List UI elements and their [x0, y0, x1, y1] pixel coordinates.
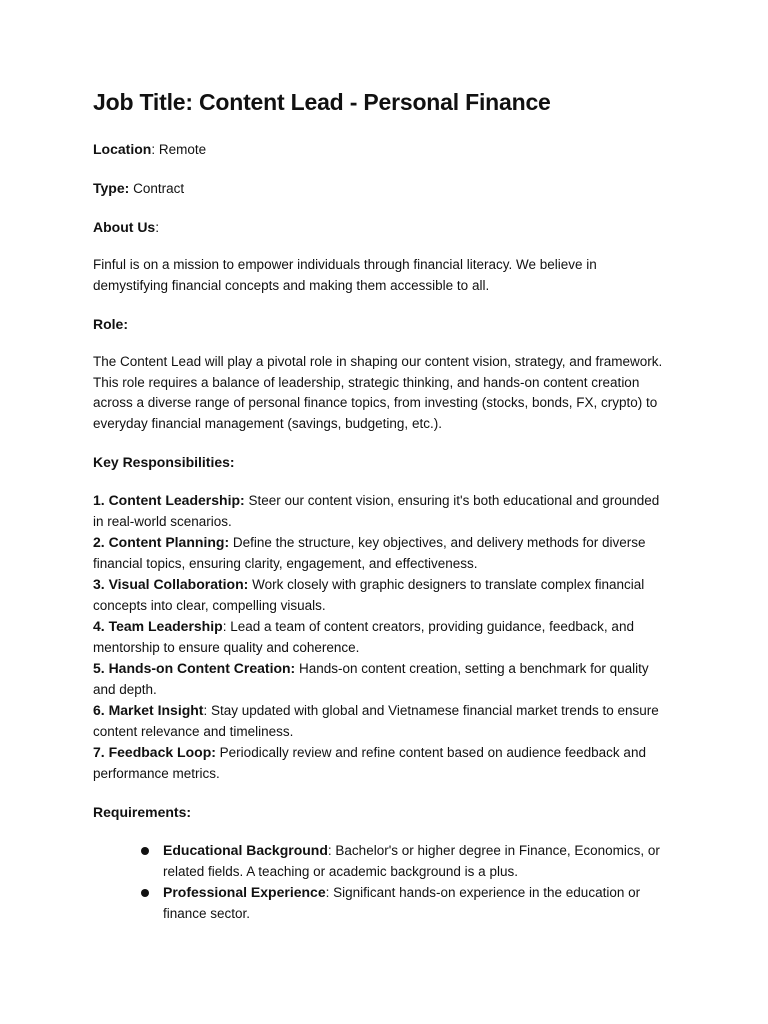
responsibility-item: [93, 574, 668, 616]
requirements-list: [93, 840, 668, 924]
location-value: : Remote: [151, 142, 207, 157]
responsibilities-heading: Key Responsibilities:: [93, 454, 235, 470]
responsibility-label: 1. Content Leadership:: [93, 492, 245, 508]
responsibilities-list: [93, 490, 668, 784]
responsibility-label: 6. Market Insight: [93, 702, 204, 718]
responsibility-item: [93, 616, 668, 658]
requirement-label: Professional Experience: [163, 884, 326, 900]
responsibility-text: : Stay updated with global and Vietnamese financial market trends to ensure content relevance and timeliness.: [93, 703, 659, 739]
location-label: Location: [93, 141, 152, 157]
responsibility-text: Hands-on content creation, setting a benchmark for quality and depth.: [93, 661, 649, 697]
requirement-text: : Significant hands-on experience in the education or finance sector.: [163, 885, 641, 921]
bullet-icon: [141, 889, 149, 897]
requirement-label: Educational Background: [163, 842, 328, 858]
about-heading-suffix: :: [155, 219, 160, 235]
role-heading: Role:: [93, 316, 128, 332]
job-title: Job Title: Content Lead - Personal Finance: [93, 89, 551, 115]
responsibility-label: 3. Visual Collaboration:: [93, 576, 249, 592]
type-line: [93, 178, 668, 199]
type-label: Type:: [93, 180, 130, 196]
location-line: [93, 139, 668, 160]
responsibility-text: : Lead a team of content creators, providing guidance, feedback, and mentorship to ensure quality and coherence.: [93, 619, 634, 655]
requirement-item: [163, 882, 668, 924]
about-text: Finful is on a mission to empower individuals through financial literacy. We believe in demystifying financial concepts and making them accessible to all.: [93, 257, 597, 293]
bullet-icon: [141, 847, 149, 855]
responsibility-item: [93, 700, 668, 742]
responsibility-text: Steer our content vision, ensuring it's both educational and grounded in real-world scenarios.: [93, 493, 660, 529]
requirement-text: : Bachelor's or higher degree in Finance, Economics, or related fields. A teaching or academic background is a plus.: [163, 843, 660, 879]
responsibility-label: 2. Content Planning:: [93, 534, 230, 550]
requirement-item: [163, 840, 668, 882]
requirements-heading: Requirements:: [93, 804, 192, 820]
responsibility-text: Work closely with graphic designers to translate complex financial concepts into clear, compelling visuals.: [93, 577, 645, 613]
type-value: Contract: [129, 181, 185, 196]
responsibility-item: [93, 658, 668, 700]
responsibility-text: Define the structure, key objectives, and delivery methods for diverse financial topics, ensuring clarity, engagement, and effectiveness.: [93, 535, 646, 571]
responsibility-item: [93, 532, 668, 574]
responsibility-label: 4. Team Leadership: [93, 618, 223, 634]
responsibility-text: Periodically review and refine content based on audience feedback and performance metrics.: [93, 745, 646, 781]
responsibility-item: [93, 742, 668, 784]
about-heading: About Us: [93, 219, 156, 235]
about-heading-line: [93, 217, 668, 237]
responsibility-label: 7. Feedback Loop:: [93, 744, 216, 760]
role-text: The Content Lead will play a pivotal role in shaping our content vision, strategy, and framework. This role requires a balance of leadership, strategic thinking, and hands-on content creation across a diverse range of personal finance topics, from investing (stocks, bonds, FX, crypto) to everyday financial management (savings, budgeting, etc.).: [93, 354, 663, 431]
responsibility-label: 5. Hands-on Content Creation:: [93, 660, 296, 676]
responsibility-item: [93, 490, 668, 532]
